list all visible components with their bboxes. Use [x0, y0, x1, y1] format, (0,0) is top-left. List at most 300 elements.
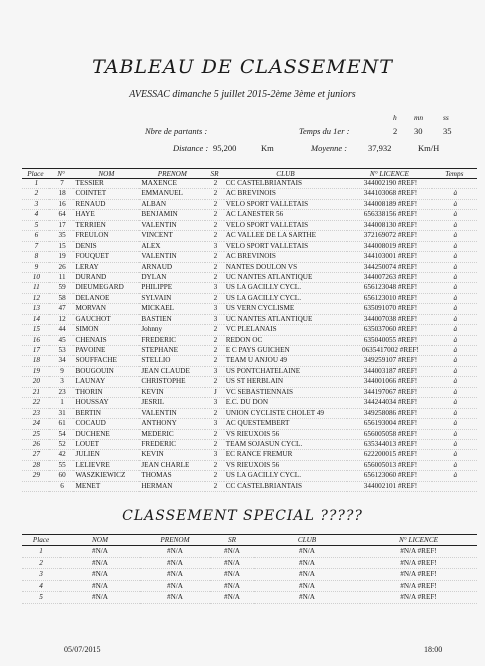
cell-club: VS RIEUXOIS 56: [224, 460, 348, 470]
cell-place: 29: [22, 471, 49, 481]
cell-number: 59: [49, 283, 74, 293]
cell-place: 3: [22, 199, 49, 209]
table-row: [22, 325, 477, 335]
cell-prenom: HERMAN: [139, 481, 205, 491]
cell-temps: à: [432, 314, 477, 324]
cell-prenom: DYLAN: [139, 272, 205, 282]
cell-club: VS RIEUXOIS 56: [224, 429, 348, 439]
cell-prenom: JESRIL: [139, 398, 205, 408]
special-ranking-table: [22, 534, 477, 604]
cell-club: AC VALLEE DE LA SARTHE: [224, 231, 348, 241]
cell-place: 26: [22, 439, 49, 449]
moyenne-unit: Km/H: [418, 143, 440, 153]
special-cell-nom: #N/A: [60, 580, 140, 592]
special-col-club: CLUB: [254, 535, 360, 546]
cell-club: VELO SPORT VALLETAIS: [224, 199, 348, 209]
cell-licence: 656338156 #REF!: [347, 210, 431, 220]
cell-club: AC LANESTER 56: [224, 210, 348, 220]
table-row: [22, 252, 477, 262]
special-cell-place: 3: [22, 569, 60, 581]
cell-temps: à: [432, 419, 477, 429]
distance-value: 95,200: [213, 143, 237, 153]
cell-prenom: BENJAMIN: [139, 210, 205, 220]
cell-place: 2: [22, 189, 49, 199]
special-header-row: [22, 535, 477, 546]
cell-sr: 2: [205, 262, 224, 272]
cell-temps: à: [432, 325, 477, 335]
cell-temps: à: [432, 210, 477, 220]
cell-prenom: CHRISTOPHE: [139, 377, 205, 387]
table-row: [22, 293, 477, 303]
cell-prenom: VALENTIN: [139, 220, 205, 230]
cell-temps: [432, 179, 477, 189]
cell-sr: 2: [205, 335, 224, 345]
cell-licence: 344103068 #REF!: [347, 189, 431, 199]
special-cell-prenom: #N/A: [140, 580, 210, 592]
table-row: [22, 231, 477, 241]
cell-club: E.C. DU DON: [224, 398, 348, 408]
table-header-row: [22, 169, 477, 179]
cell-number: 17: [49, 220, 74, 230]
cell-prenom: VALENTIN: [139, 408, 205, 418]
special-cell-sr: #N/A: [210, 557, 254, 569]
col-club: CLUB: [224, 169, 348, 179]
cell-temps: à: [432, 283, 477, 293]
cell-club: US LA GACILLY CYCL.: [224, 283, 348, 293]
table-row: [22, 356, 477, 366]
table-row: [22, 272, 477, 282]
cell-licence: 349259107 #REF!: [347, 356, 431, 366]
cell-licence: 344103001 #REF!: [347, 252, 431, 262]
hours-label: h: [393, 113, 397, 122]
cell-nom: HOUSSAY: [73, 398, 139, 408]
special-col-nom: NOM: [60, 535, 140, 546]
cell-club: VELO SPORT VALLETAIS: [224, 241, 348, 251]
special-cell-sr: #N/A: [210, 592, 254, 604]
special-cell-club: #N/A: [254, 569, 360, 581]
cell-nom: LAUNAY: [73, 377, 139, 387]
special-cell-nom: #N/A: [60, 557, 140, 569]
cell-sr: 2: [205, 325, 224, 335]
cell-place: 8: [22, 252, 49, 262]
cell-number: 9: [49, 366, 74, 376]
cell-sr: 2: [205, 252, 224, 262]
cell-sr: 2: [205, 439, 224, 449]
cell-place: 7: [22, 241, 49, 251]
cell-temps: à: [432, 471, 477, 481]
cell-nom: WASZKIEWICZ: [73, 471, 139, 481]
temps-hours: 2: [393, 126, 398, 136]
cell-prenom: STEPHANE: [139, 346, 205, 356]
cell-temps: à: [432, 262, 477, 272]
cell-nom: LERAY: [73, 262, 139, 272]
cell-number: 6: [49, 481, 74, 491]
special-row: [22, 546, 477, 558]
special-col-prenom: PRENOM: [140, 535, 210, 546]
cell-place: 17: [22, 346, 49, 356]
cell-temps: à: [432, 377, 477, 387]
cell-club: VC PLELANAIS: [224, 325, 348, 335]
cell-prenom: VINCENT: [139, 231, 205, 241]
cell-temps: à: [432, 346, 477, 356]
col-sr: SR: [205, 169, 224, 179]
col-temps: Temps: [432, 169, 477, 179]
col-place: Place: [22, 169, 49, 179]
cell-club: US PONTCHATELAINE: [224, 366, 348, 376]
cell-nom: HAYE: [73, 210, 139, 220]
cell-number: 42: [49, 450, 74, 460]
cell-temps: à: [432, 189, 477, 199]
cell-sr: 2: [205, 471, 224, 481]
cell-club: E C PAYS GUICHEN: [224, 346, 348, 356]
cell-nom: SOUFFACHE: [73, 356, 139, 366]
page-title: TABLEAU DE CLASSEMENT: [92, 56, 393, 78]
cell-licence: 344002190 #REF!: [347, 179, 431, 189]
cell-sr: 3: [205, 304, 224, 314]
cell-licence: 635344013 #REF!: [347, 439, 431, 449]
cell-licence: 656123010 #REF!: [347, 293, 431, 303]
cell-temps: à: [432, 231, 477, 241]
distance-label: Distance :: [173, 143, 209, 153]
special-cell-place: 4: [22, 580, 60, 592]
cell-sr: 2: [205, 460, 224, 470]
cell-nom: TERRIEN: [73, 220, 139, 230]
cell-sr: 2: [205, 377, 224, 387]
cell-place: 18: [22, 356, 49, 366]
cell-club: UC NANTES ATLANTIQUE: [224, 272, 348, 282]
special-cell-place: 1: [22, 546, 60, 558]
cell-number: 31: [49, 408, 74, 418]
special-cell-licence: #N/A #REF!: [360, 569, 477, 581]
cell-sr: 2: [205, 210, 224, 220]
cell-number: 3: [49, 377, 74, 387]
ranking-table: [22, 168, 477, 492]
cell-sr: 3: [205, 398, 224, 408]
cell-prenom: FREDERIC: [139, 335, 205, 345]
table-row: [22, 220, 477, 230]
cell-number: 16: [49, 199, 74, 209]
special-cell-club: #N/A: [254, 580, 360, 592]
cell-place: 16: [22, 335, 49, 345]
cell-club: REDON OC: [224, 335, 348, 345]
cell-temps: à: [432, 429, 477, 439]
special-cell-sr: #N/A: [210, 580, 254, 592]
cell-place: 4: [22, 210, 49, 220]
special-cell-prenom: #N/A: [140, 557, 210, 569]
cell-club: AC BREVINOIS: [224, 252, 348, 262]
cell-number: 11: [49, 272, 74, 282]
cell-prenom: MAXENCE: [139, 179, 205, 189]
cell-number: 53: [49, 346, 74, 356]
cell-sr: 3: [205, 450, 224, 460]
cell-club: US VERN CYCLISME: [224, 304, 348, 314]
table-row: [22, 481, 477, 491]
cell-sr: 2: [205, 429, 224, 439]
cell-number: 15: [49, 241, 74, 251]
cell-number: 55: [49, 460, 74, 470]
cell-nom: GAUCHOT: [73, 314, 139, 324]
cell-licence: 344007263 #REF!: [347, 272, 431, 282]
cell-place: 9: [22, 262, 49, 272]
table-row: [22, 429, 477, 439]
cell-sr: 2: [205, 356, 224, 366]
cell-club: US LA GACILLY CYCL.: [224, 293, 348, 303]
special-cell-club: #N/A: [254, 557, 360, 569]
cell-sr: 2: [205, 231, 224, 241]
special-cell-place: 2: [22, 557, 60, 569]
special-row: [22, 592, 477, 604]
cell-place: 14: [22, 314, 49, 324]
table-row: [22, 387, 477, 397]
cell-sr: 2: [205, 272, 224, 282]
cell-nom: PAVOINE: [73, 346, 139, 356]
cell-temps: à: [432, 293, 477, 303]
cell-place: 10: [22, 272, 49, 282]
cell-nom: FOUQUET: [73, 252, 139, 262]
cell-nom: BOUGOUIN: [73, 366, 139, 376]
cell-club: AC BREVINOIS: [224, 189, 348, 199]
cell-licence: 344008130 #REF!: [347, 220, 431, 230]
special-cell-nom: #N/A: [60, 569, 140, 581]
cell-place: 13: [22, 304, 49, 314]
cell-temps: à: [432, 450, 477, 460]
cell-licence: 344007038 #REF!: [347, 314, 431, 324]
cell-nom: FREULON: [73, 231, 139, 241]
cell-club: CC CASTELBRIANTAIS: [224, 179, 348, 189]
cell-nom: BERTIN: [73, 408, 139, 418]
cell-prenom: ALEX: [139, 241, 205, 251]
table-row: [22, 210, 477, 220]
cell-nom: COCAUD: [73, 419, 139, 429]
cell-club: EC RANCE FREMUR: [224, 450, 348, 460]
table-row: [22, 262, 477, 272]
cell-sr: 3: [205, 283, 224, 293]
cell-nom: DUCHENE: [73, 429, 139, 439]
cell-number: 1: [49, 398, 74, 408]
cell-number: 58: [49, 293, 74, 303]
special-row: [22, 557, 477, 569]
cell-licence: 344003187 #REF!: [347, 366, 431, 376]
cell-prenom: MEDERIC: [139, 429, 205, 439]
col-nom: NOM: [73, 169, 139, 179]
special-cell-club: #N/A: [254, 592, 360, 604]
cell-club: US LA GACILLY CYCL.: [224, 471, 348, 481]
cell-club: UNION CYCLISTE CHOLET 49: [224, 408, 348, 418]
cell-number: 61: [49, 419, 74, 429]
cell-club: AC QUESTEMBERT: [224, 419, 348, 429]
cell-sr: 2: [205, 179, 224, 189]
cell-licence: 656123060 #REF!: [347, 471, 431, 481]
cell-licence: 344197067 #REF!: [347, 387, 431, 397]
cell-sr: 3: [205, 366, 224, 376]
cell-sr: 2: [205, 293, 224, 303]
cell-temps: [432, 481, 477, 491]
table-row: [22, 439, 477, 449]
cell-temps: à: [432, 387, 477, 397]
cell-licence: 635037060 #REF!: [347, 325, 431, 335]
table-row: [22, 419, 477, 429]
cell-prenom: KEVIN: [139, 450, 205, 460]
cell-nom: COINTET: [73, 189, 139, 199]
cell-number: 44: [49, 325, 74, 335]
event-subtitle: AVESSAC dimanche 5 juillet 2015-2ème 3ème et juniors: [129, 89, 356, 100]
partants-label: Nbre de partants :: [145, 126, 208, 136]
cell-temps: à: [432, 304, 477, 314]
cell-sr: 2: [205, 220, 224, 230]
cell-nom: DIEUMEGARD: [73, 283, 139, 293]
table-row: [22, 398, 477, 408]
cell-temps: à: [432, 408, 477, 418]
cell-prenom: STELLIO: [139, 356, 205, 366]
table-row: [22, 450, 477, 460]
cell-place: 25: [22, 429, 49, 439]
cell-licence: 656193004 #REF!: [347, 419, 431, 429]
cell-licence: 622200015 #REF!: [347, 450, 431, 460]
cell-nom: DELANOE: [73, 293, 139, 303]
cell-licence: 635040055 #REF!: [347, 335, 431, 345]
cell-nom: LELIEVRE: [73, 460, 139, 470]
cell-sr: 3: [205, 314, 224, 324]
cell-place: 28: [22, 460, 49, 470]
cell-sr: 3: [205, 419, 224, 429]
table-row: [22, 335, 477, 345]
cell-prenom: MICKAEL: [139, 304, 205, 314]
cell-sr: 3: [205, 241, 224, 251]
cell-licence: 344244034 #REF!: [347, 398, 431, 408]
cell-nom: DURAND: [73, 272, 139, 282]
cell-prenom: ALBAN: [139, 199, 205, 209]
cell-nom: TESSIER: [73, 179, 139, 189]
table-row: [22, 314, 477, 324]
cell-licence: 656005013 #REF!: [347, 460, 431, 470]
cell-nom: CHENAIS: [73, 335, 139, 345]
table-row: [22, 471, 477, 481]
cell-number: 7: [49, 179, 74, 189]
col-number: N°: [49, 169, 74, 179]
cell-licence: 349258086 #REF!: [347, 408, 431, 418]
cell-prenom: EMMANUEL: [139, 189, 205, 199]
special-ranking-title: CLASSEMENT SPECIAL ?????: [122, 508, 363, 524]
cell-prenom: THOMAS: [139, 471, 205, 481]
cell-prenom: PHILIPPE: [139, 283, 205, 293]
cell-place: 21: [22, 387, 49, 397]
cell-sr: 2: [205, 481, 224, 491]
special-cell-nom: #N/A: [60, 592, 140, 604]
cell-place: 23: [22, 408, 49, 418]
cell-licence: 344008189 #REF!: [347, 199, 431, 209]
cell-number: 52: [49, 439, 74, 449]
cell-place: 1: [22, 179, 49, 189]
cell-prenom: BASTIEN: [139, 314, 205, 324]
cell-number: 47: [49, 304, 74, 314]
cell-club: VELO SPORT VALLETAIS: [224, 220, 348, 230]
table-row: [22, 283, 477, 293]
ranking-rows: [22, 179, 477, 492]
cell-prenom: ARNAUD: [139, 262, 205, 272]
col-licence: N° LICENCE: [347, 169, 431, 179]
cell-place: 27: [22, 450, 49, 460]
cell-place: 11: [22, 283, 49, 293]
cell-number: 35: [49, 231, 74, 241]
cell-place: 15: [22, 325, 49, 335]
distance-unit: Km: [261, 143, 274, 153]
cell-temps: à: [432, 199, 477, 209]
cell-place: 12: [22, 293, 49, 303]
cell-place: 22: [22, 398, 49, 408]
cell-nom: LOUET: [73, 439, 139, 449]
cell-prenom: JEAN CLAUDE: [139, 366, 205, 376]
special-col-place: Place: [22, 535, 60, 546]
cell-licence: 344008019 #REF!: [347, 241, 431, 251]
special-cell-licence: #N/A #REF!: [360, 592, 477, 604]
cell-club: VC SEBASTIENNAIS: [224, 387, 348, 397]
minutes-label: mn: [414, 113, 424, 122]
cell-prenom: KEVIN: [139, 387, 205, 397]
special-cell-licence: #N/A #REF!: [360, 580, 477, 592]
special-rows: [22, 546, 477, 604]
cell-temps: à: [432, 460, 477, 470]
cell-sr: 2: [205, 189, 224, 199]
cell-prenom: JEAN CHARLE: [139, 460, 205, 470]
cell-licence: 0635417002 #REF!: [347, 346, 431, 356]
cell-club: US ST HERBLAIN: [224, 377, 348, 387]
cell-licence: 344250074 #REF!: [347, 262, 431, 272]
special-cell-prenom: #N/A: [140, 569, 210, 581]
cell-prenom: Johnny: [139, 325, 205, 335]
special-cell-club: #N/A: [254, 546, 360, 558]
special-cell-prenom: #N/A: [140, 546, 210, 558]
table-row: [22, 346, 477, 356]
cell-club: TEAM SOJASUN CYCL.: [224, 439, 348, 449]
special-cell-place: 5: [22, 592, 60, 604]
cell-number: 54: [49, 429, 74, 439]
special-cell-sr: #N/A: [210, 569, 254, 581]
special-cell-nom: #N/A: [60, 546, 140, 558]
cell-number: 23: [49, 387, 74, 397]
cell-licence: 656005058 #REF!: [347, 429, 431, 439]
cell-prenom: ANTHONY: [139, 419, 205, 429]
cell-nom: MENET: [73, 481, 139, 491]
cell-number: 26: [49, 262, 74, 272]
cell-sr: 2: [205, 346, 224, 356]
cell-temps: à: [432, 366, 477, 376]
cell-prenom: VALENTIN: [139, 252, 205, 262]
temps-premier-label: Temps du 1er :: [299, 126, 350, 136]
cell-place: 20: [22, 377, 49, 387]
cell-nom: RENAUD: [73, 199, 139, 209]
table-row: [22, 377, 477, 387]
cell-place: 6: [22, 231, 49, 241]
cell-nom: MORVAN: [73, 304, 139, 314]
cell-number: 12: [49, 314, 74, 324]
cell-club: TEAM U ANJOU 49: [224, 356, 348, 366]
cell-number: 34: [49, 356, 74, 366]
cell-place: [22, 481, 49, 491]
cell-temps: à: [432, 220, 477, 230]
cell-place: 24: [22, 419, 49, 429]
cell-place: 19: [22, 366, 49, 376]
cell-number: 19: [49, 252, 74, 262]
temps-seconds: 35: [443, 126, 452, 136]
table-row: [22, 199, 477, 209]
cell-sr: 2: [205, 408, 224, 418]
cell-sr: J: [205, 387, 224, 397]
table-row: [22, 189, 477, 199]
cell-nom: SIMON: [73, 325, 139, 335]
cell-number: 60: [49, 471, 74, 481]
cell-temps: à: [432, 241, 477, 251]
cell-place: 5: [22, 220, 49, 230]
